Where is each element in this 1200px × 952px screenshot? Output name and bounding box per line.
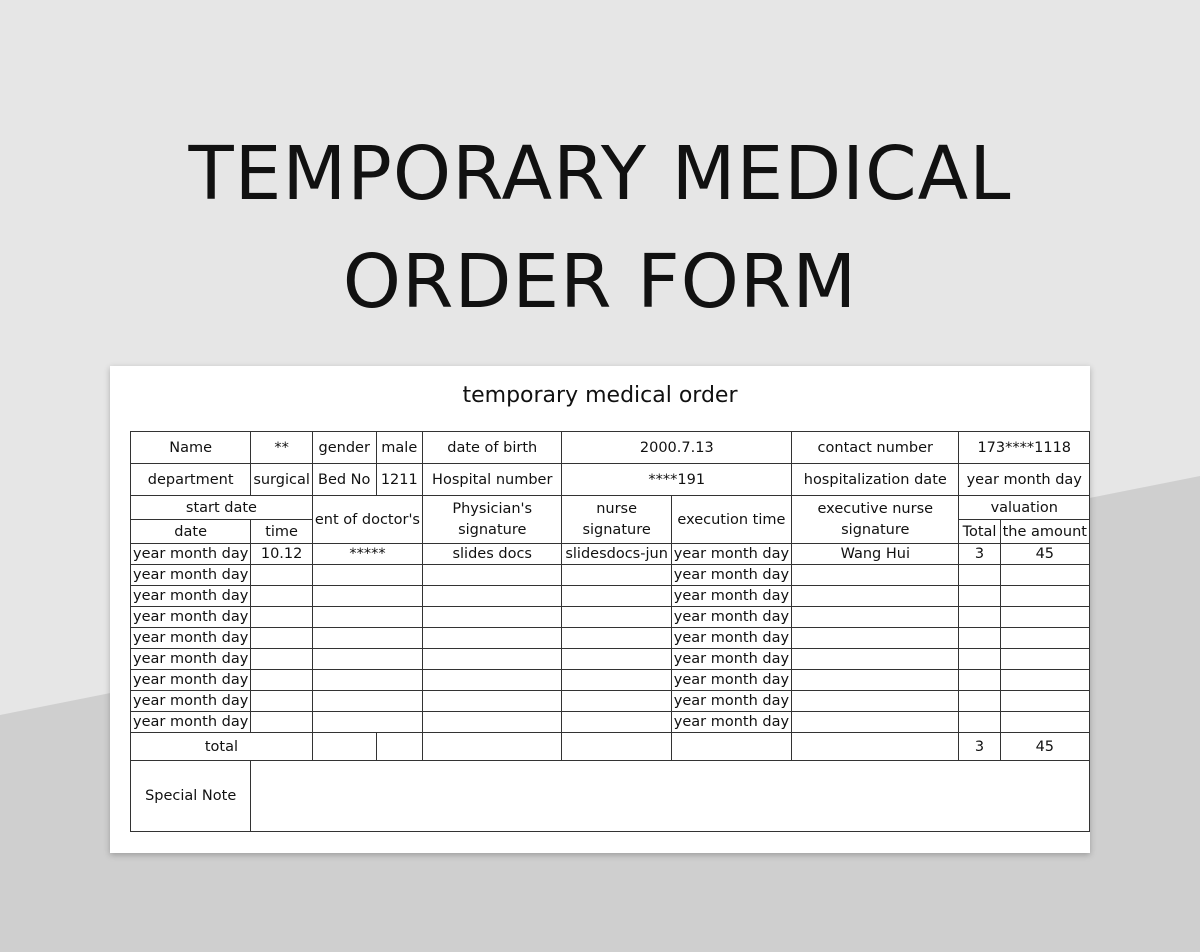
table-row [131, 712, 1090, 733]
time-header: time [251, 520, 313, 544]
order-nurse-cell[interactable] [562, 649, 671, 670]
total-cell-blank-3[interactable] [423, 733, 562, 761]
order-amount-cell[interactable] [1000, 586, 1089, 607]
order-content-cell[interactable] [312, 628, 422, 649]
order-date-cell[interactable]: year month day [131, 712, 251, 733]
order-time-cell[interactable]: 10.12 [251, 544, 313, 565]
order-nurse-cell[interactable] [562, 607, 671, 628]
total-cell-blank-1[interactable] [312, 733, 376, 761]
order-content-cell[interactable] [312, 607, 422, 628]
total-label: total [131, 733, 313, 761]
table-row [131, 628, 1090, 649]
order-total-cell[interactable] [959, 712, 1000, 733]
order-time-cell[interactable] [251, 586, 313, 607]
order-physician-cell[interactable] [423, 586, 562, 607]
total-cell-blank-2[interactable] [376, 733, 422, 761]
order-nurse-cell[interactable]: slidesdocs-jun [562, 544, 671, 565]
order-physician-cell[interactable] [423, 607, 562, 628]
table-row [131, 586, 1090, 607]
order-nurse-cell[interactable] [562, 628, 671, 649]
order-content-cell[interactable] [312, 649, 422, 670]
order-total-cell[interactable] [959, 586, 1000, 607]
contact-value[interactable]: 173****1118 [959, 432, 1090, 464]
order-amount-cell[interactable] [1000, 607, 1089, 628]
order-total-cell[interactable]: 3 [959, 544, 1000, 565]
order-physician-cell[interactable] [423, 670, 562, 691]
special-note-label: Special Note [131, 761, 251, 832]
order-executive-nurse-cell[interactable] [792, 607, 959, 628]
order-table [130, 431, 1090, 832]
order-executive-nurse-cell[interactable] [792, 565, 959, 586]
order-amount-cell[interactable] [1000, 691, 1089, 712]
order-date-cell[interactable]: year month day [131, 607, 251, 628]
total-amount-value[interactable]: 45 [1000, 733, 1089, 761]
hospitalization-date-label: hospitalization date [792, 464, 959, 496]
table-row [131, 691, 1090, 712]
order-content-cell[interactable]: ***** [312, 544, 422, 565]
total-cell-blank-6[interactable] [792, 733, 959, 761]
order-content-cell[interactable] [312, 712, 422, 733]
start-date-header: start date [131, 496, 313, 520]
order-amount-cell[interactable] [1000, 649, 1089, 670]
order-nurse-cell[interactable] [562, 670, 671, 691]
name-value[interactable]: ** [251, 432, 313, 464]
order-date-cell[interactable]: year month day [131, 586, 251, 607]
order-content-cell[interactable] [312, 691, 422, 712]
table-row [131, 670, 1090, 691]
special-note-row [131, 761, 1090, 832]
hospital-number-label: Hospital number [423, 464, 562, 496]
order-content-cell[interactable] [312, 670, 422, 691]
order-execution-time-cell[interactable]: year month day [671, 712, 791, 733]
total-cell-blank-4[interactable] [562, 733, 671, 761]
order-time-cell[interactable] [251, 607, 313, 628]
total-count-value[interactable]: 3 [959, 733, 1000, 761]
form-sheet [110, 366, 1090, 853]
order-total-cell[interactable] [959, 691, 1000, 712]
date-header: date [131, 520, 251, 544]
totals-row [131, 733, 1090, 761]
headline-line-2: ORDER FORM [342, 239, 858, 325]
order-execution-time-cell[interactable]: year month day [671, 670, 791, 691]
headline-line-1: TEMPORARY MEDICAL [188, 131, 1012, 217]
order-nurse-cell[interactable] [562, 565, 671, 586]
order-content-cell[interactable] [312, 565, 422, 586]
order-time-cell[interactable] [251, 628, 313, 649]
department-label: department [131, 464, 251, 496]
order-total-cell[interactable] [959, 607, 1000, 628]
gender-label: gender [312, 432, 376, 464]
order-physician-cell[interactable] [423, 712, 562, 733]
physician-signature-header: Physician's signature [423, 496, 562, 544]
header-row-1 [131, 496, 1090, 520]
order-execution-time-cell[interactable]: year month day [671, 649, 791, 670]
contact-label: contact number [792, 432, 959, 464]
total-header: Total [959, 520, 1000, 544]
amount-header: the amount [1000, 520, 1089, 544]
order-execution-time-cell[interactable]: year month day [671, 607, 791, 628]
order-nurse-cell[interactable] [562, 586, 671, 607]
order-execution-time-cell[interactable]: year month day [671, 544, 791, 565]
order-time-cell[interactable] [251, 712, 313, 733]
order-total-cell[interactable] [959, 670, 1000, 691]
order-amount-cell[interactable] [1000, 565, 1089, 586]
order-amount-cell[interactable] [1000, 628, 1089, 649]
department-value[interactable]: surgical [251, 464, 313, 496]
order-time-cell[interactable] [251, 670, 313, 691]
dob-value[interactable]: 2000.7.13 [562, 432, 792, 464]
page-headline [0, 120, 1200, 336]
order-executive-nurse-cell[interactable] [792, 691, 959, 712]
name-label: Name [131, 432, 251, 464]
order-total-cell[interactable] [959, 565, 1000, 586]
order-executive-nurse-cell[interactable]: Wang Hui [792, 544, 959, 565]
order-date-cell[interactable]: year month day [131, 649, 251, 670]
order-physician-cell[interactable] [423, 565, 562, 586]
order-physician-cell[interactable] [423, 628, 562, 649]
order-executive-nurse-cell[interactable] [792, 586, 959, 607]
valuation-header: valuation [959, 496, 1090, 520]
order-date-cell[interactable]: year month day [131, 628, 251, 649]
table-row [131, 649, 1090, 670]
executive-nurse-signature-header: executive nurse signature [792, 496, 959, 544]
table-row [131, 607, 1090, 628]
order-time-cell[interactable] [251, 691, 313, 712]
bed-label: Bed No [312, 464, 376, 496]
order-amount-cell[interactable] [1000, 712, 1089, 733]
order-execution-time-cell[interactable]: year month day [671, 628, 791, 649]
order-amount-cell[interactable]: 45 [1000, 544, 1089, 565]
info-row-2 [131, 464, 1090, 496]
table-row [131, 565, 1090, 586]
sheet-title: temporary medical order [462, 383, 738, 408]
table-row [131, 544, 1090, 565]
hospitalization-date-value[interactable]: year month day [959, 464, 1090, 496]
gender-value[interactable]: male [376, 432, 422, 464]
order-rows [131, 544, 1090, 733]
bed-value[interactable]: 1211 [376, 464, 422, 496]
execution-time-header: execution time [671, 496, 791, 544]
order-date-cell[interactable]: year month day [131, 565, 251, 586]
order-executive-nurse-cell[interactable] [792, 712, 959, 733]
order-execution-time-cell[interactable]: year month day [671, 565, 791, 586]
special-note-field[interactable] [251, 761, 1090, 832]
info-row-1 [131, 432, 1090, 464]
order-physician-cell[interactable]: slides docs [423, 544, 562, 565]
order-executive-nurse-cell[interactable] [792, 649, 959, 670]
order-nurse-cell[interactable] [562, 712, 671, 733]
order-execution-time-cell[interactable]: year month day [671, 691, 791, 712]
order-time-cell[interactable] [251, 565, 313, 586]
order-total-cell[interactable] [959, 649, 1000, 670]
order-executive-nurse-cell[interactable] [792, 628, 959, 649]
order-amount-cell[interactable] [1000, 670, 1089, 691]
order-nurse-cell[interactable] [562, 691, 671, 712]
order-date-cell[interactable]: year month day [131, 670, 251, 691]
order-physician-cell[interactable] [423, 691, 562, 712]
order-date-cell[interactable]: year month day [131, 544, 251, 565]
order-time-cell[interactable] [251, 649, 313, 670]
order-executive-nurse-cell[interactable] [792, 670, 959, 691]
nurse-signature-header: nurse signature [562, 496, 671, 544]
total-cell-blank-5[interactable] [671, 733, 791, 761]
order-execution-time-cell[interactable]: year month day [671, 586, 791, 607]
order-content-cell[interactable] [312, 586, 422, 607]
order-date-cell[interactable]: year month day [131, 691, 251, 712]
content-header: ent of doctor's [312, 496, 422, 544]
hospital-number-value[interactable]: ****191 [562, 464, 792, 496]
order-total-cell[interactable] [959, 628, 1000, 649]
dob-label: date of birth [423, 432, 562, 464]
order-physician-cell[interactable] [423, 649, 562, 670]
